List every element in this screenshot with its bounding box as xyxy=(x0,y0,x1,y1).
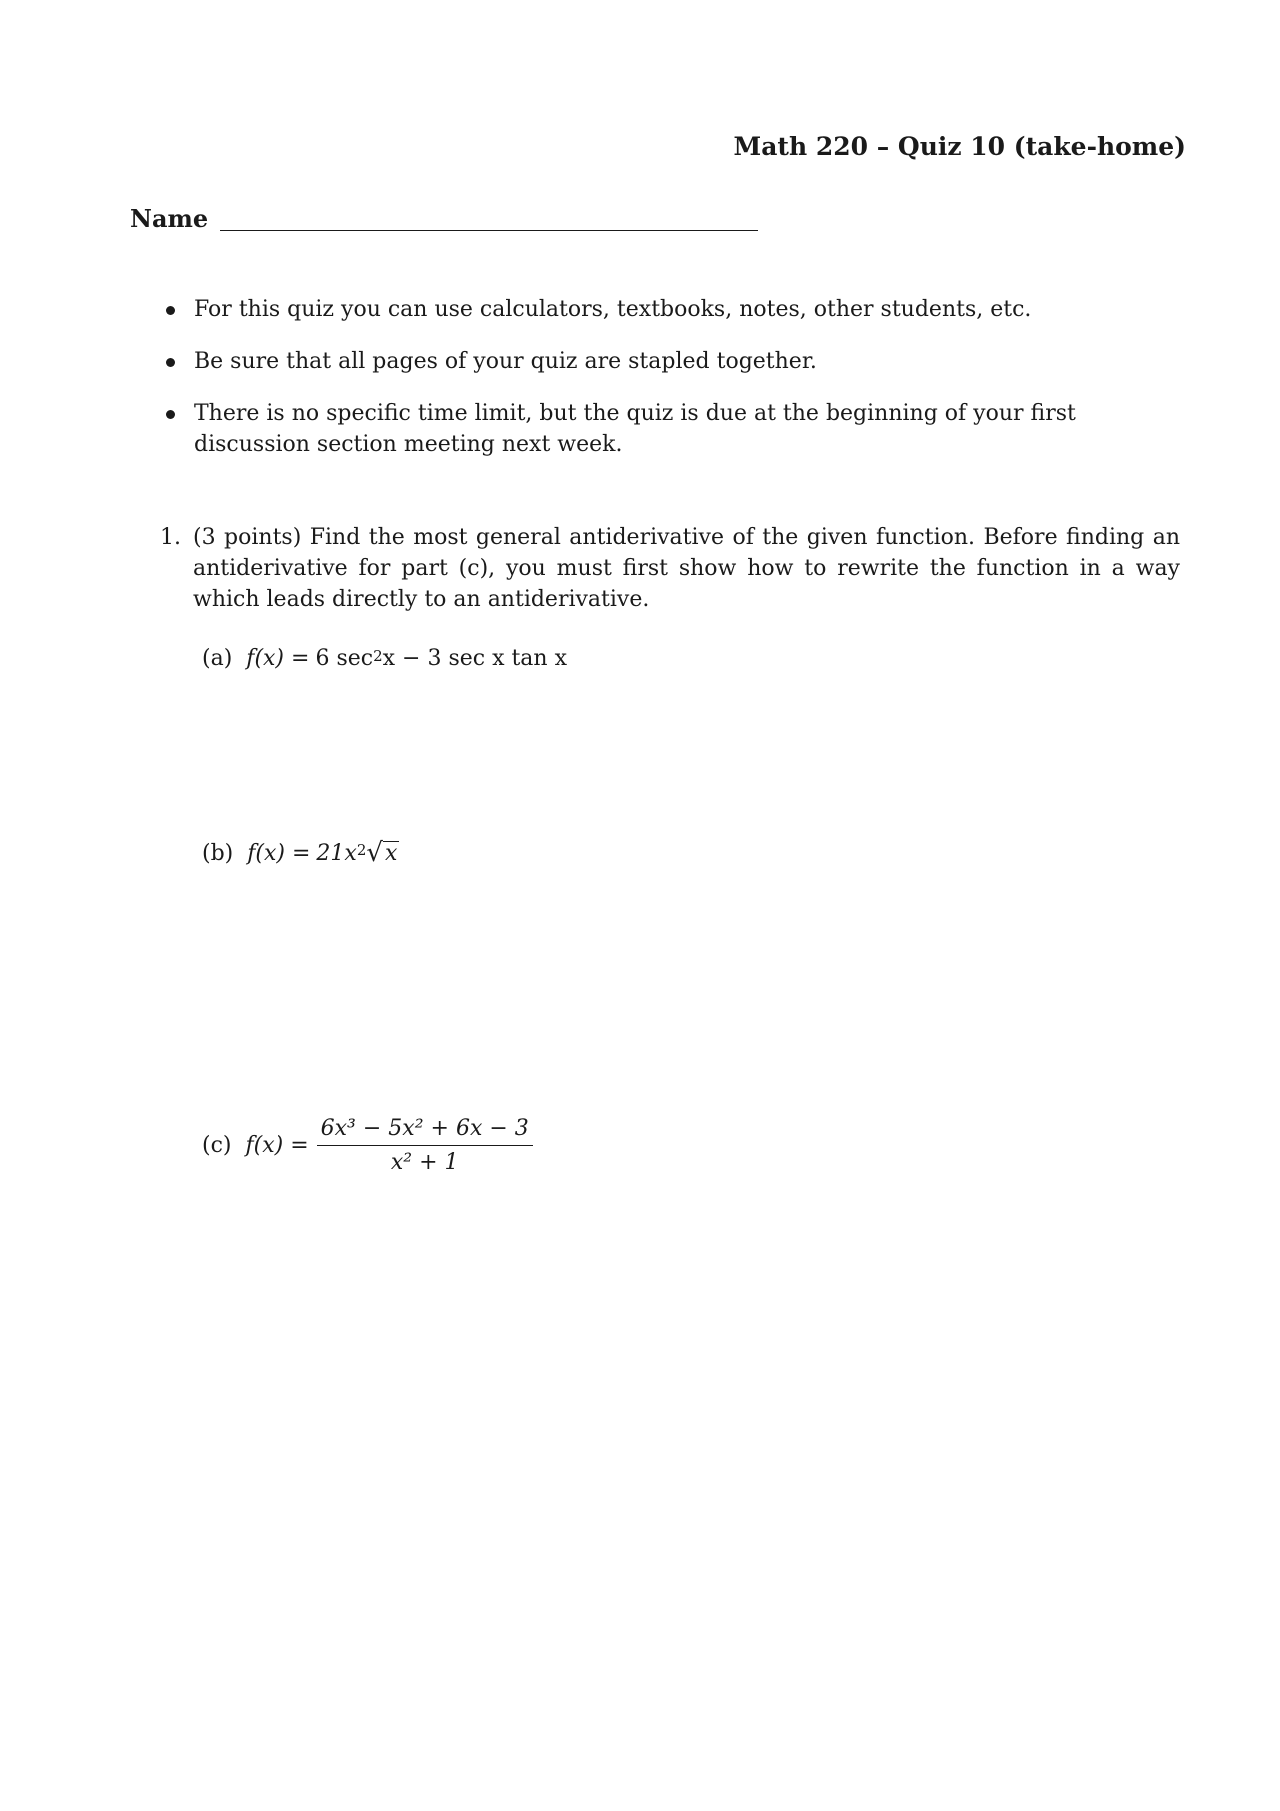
instruction-text: There is no specific time limit, but the quiz is due at the beginning of your first discussion section meeting next week. xyxy=(194,401,1076,457)
name-label: Name xyxy=(130,204,209,233)
function-lhs: f(x) = xyxy=(246,646,310,671)
part-label: (b) xyxy=(202,840,234,866)
part-a: (a) f(x) = 6 sec $^2$ x − 3 sec x tan x xyxy=(202,646,567,671)
numerator: 6x³ − 5x² + 6x − 3 xyxy=(317,1116,533,1146)
radicand: x xyxy=(384,840,398,866)
bullet-icon xyxy=(166,410,175,419)
expr-part: 6 sec xyxy=(315,646,374,671)
denominator: x² + 1 xyxy=(390,1150,459,1175)
part-label: (a) xyxy=(202,646,233,671)
problem-number: 1. xyxy=(160,525,181,550)
instruction-text: Be sure that all pages of your quiz are stapled together. xyxy=(194,349,817,374)
square-root xyxy=(366,840,399,866)
part-b: (b) f(x) = 21x $^2$ √ x xyxy=(202,838,398,868)
expr-part: x − 3 sec x tan x xyxy=(382,646,567,671)
fraction xyxy=(317,1116,533,1175)
radical-icon: √ xyxy=(366,838,383,868)
name-blank-line xyxy=(220,229,758,231)
instructions-list xyxy=(166,294,1180,481)
name-field xyxy=(130,204,758,233)
part-label: (c) xyxy=(202,1133,232,1158)
instruction-text: For this quiz you can use calculators, textbooks, notes, other students, etc. xyxy=(194,297,1032,322)
function-lhs: f(x) = xyxy=(245,1133,309,1158)
part-c xyxy=(202,1116,533,1175)
coefficient: 21x xyxy=(316,840,357,866)
bullet-icon xyxy=(166,306,175,315)
problem-1 xyxy=(160,522,1180,615)
page-title: Math 220 – Quiz 10 (take-home) xyxy=(733,132,1186,161)
bullet-icon xyxy=(166,358,175,367)
instruction-item xyxy=(166,294,1180,325)
problem-statement: (3 points) Find the most general antiderivative of the given function. Before finding an antiderivative for part (c), you must first show how to rewrite the function in a way which leads directly to an antiderivative. xyxy=(193,525,1180,612)
instruction-item xyxy=(166,398,1180,460)
function-lhs: f(x) = xyxy=(247,840,311,866)
instruction-item xyxy=(166,346,1180,377)
